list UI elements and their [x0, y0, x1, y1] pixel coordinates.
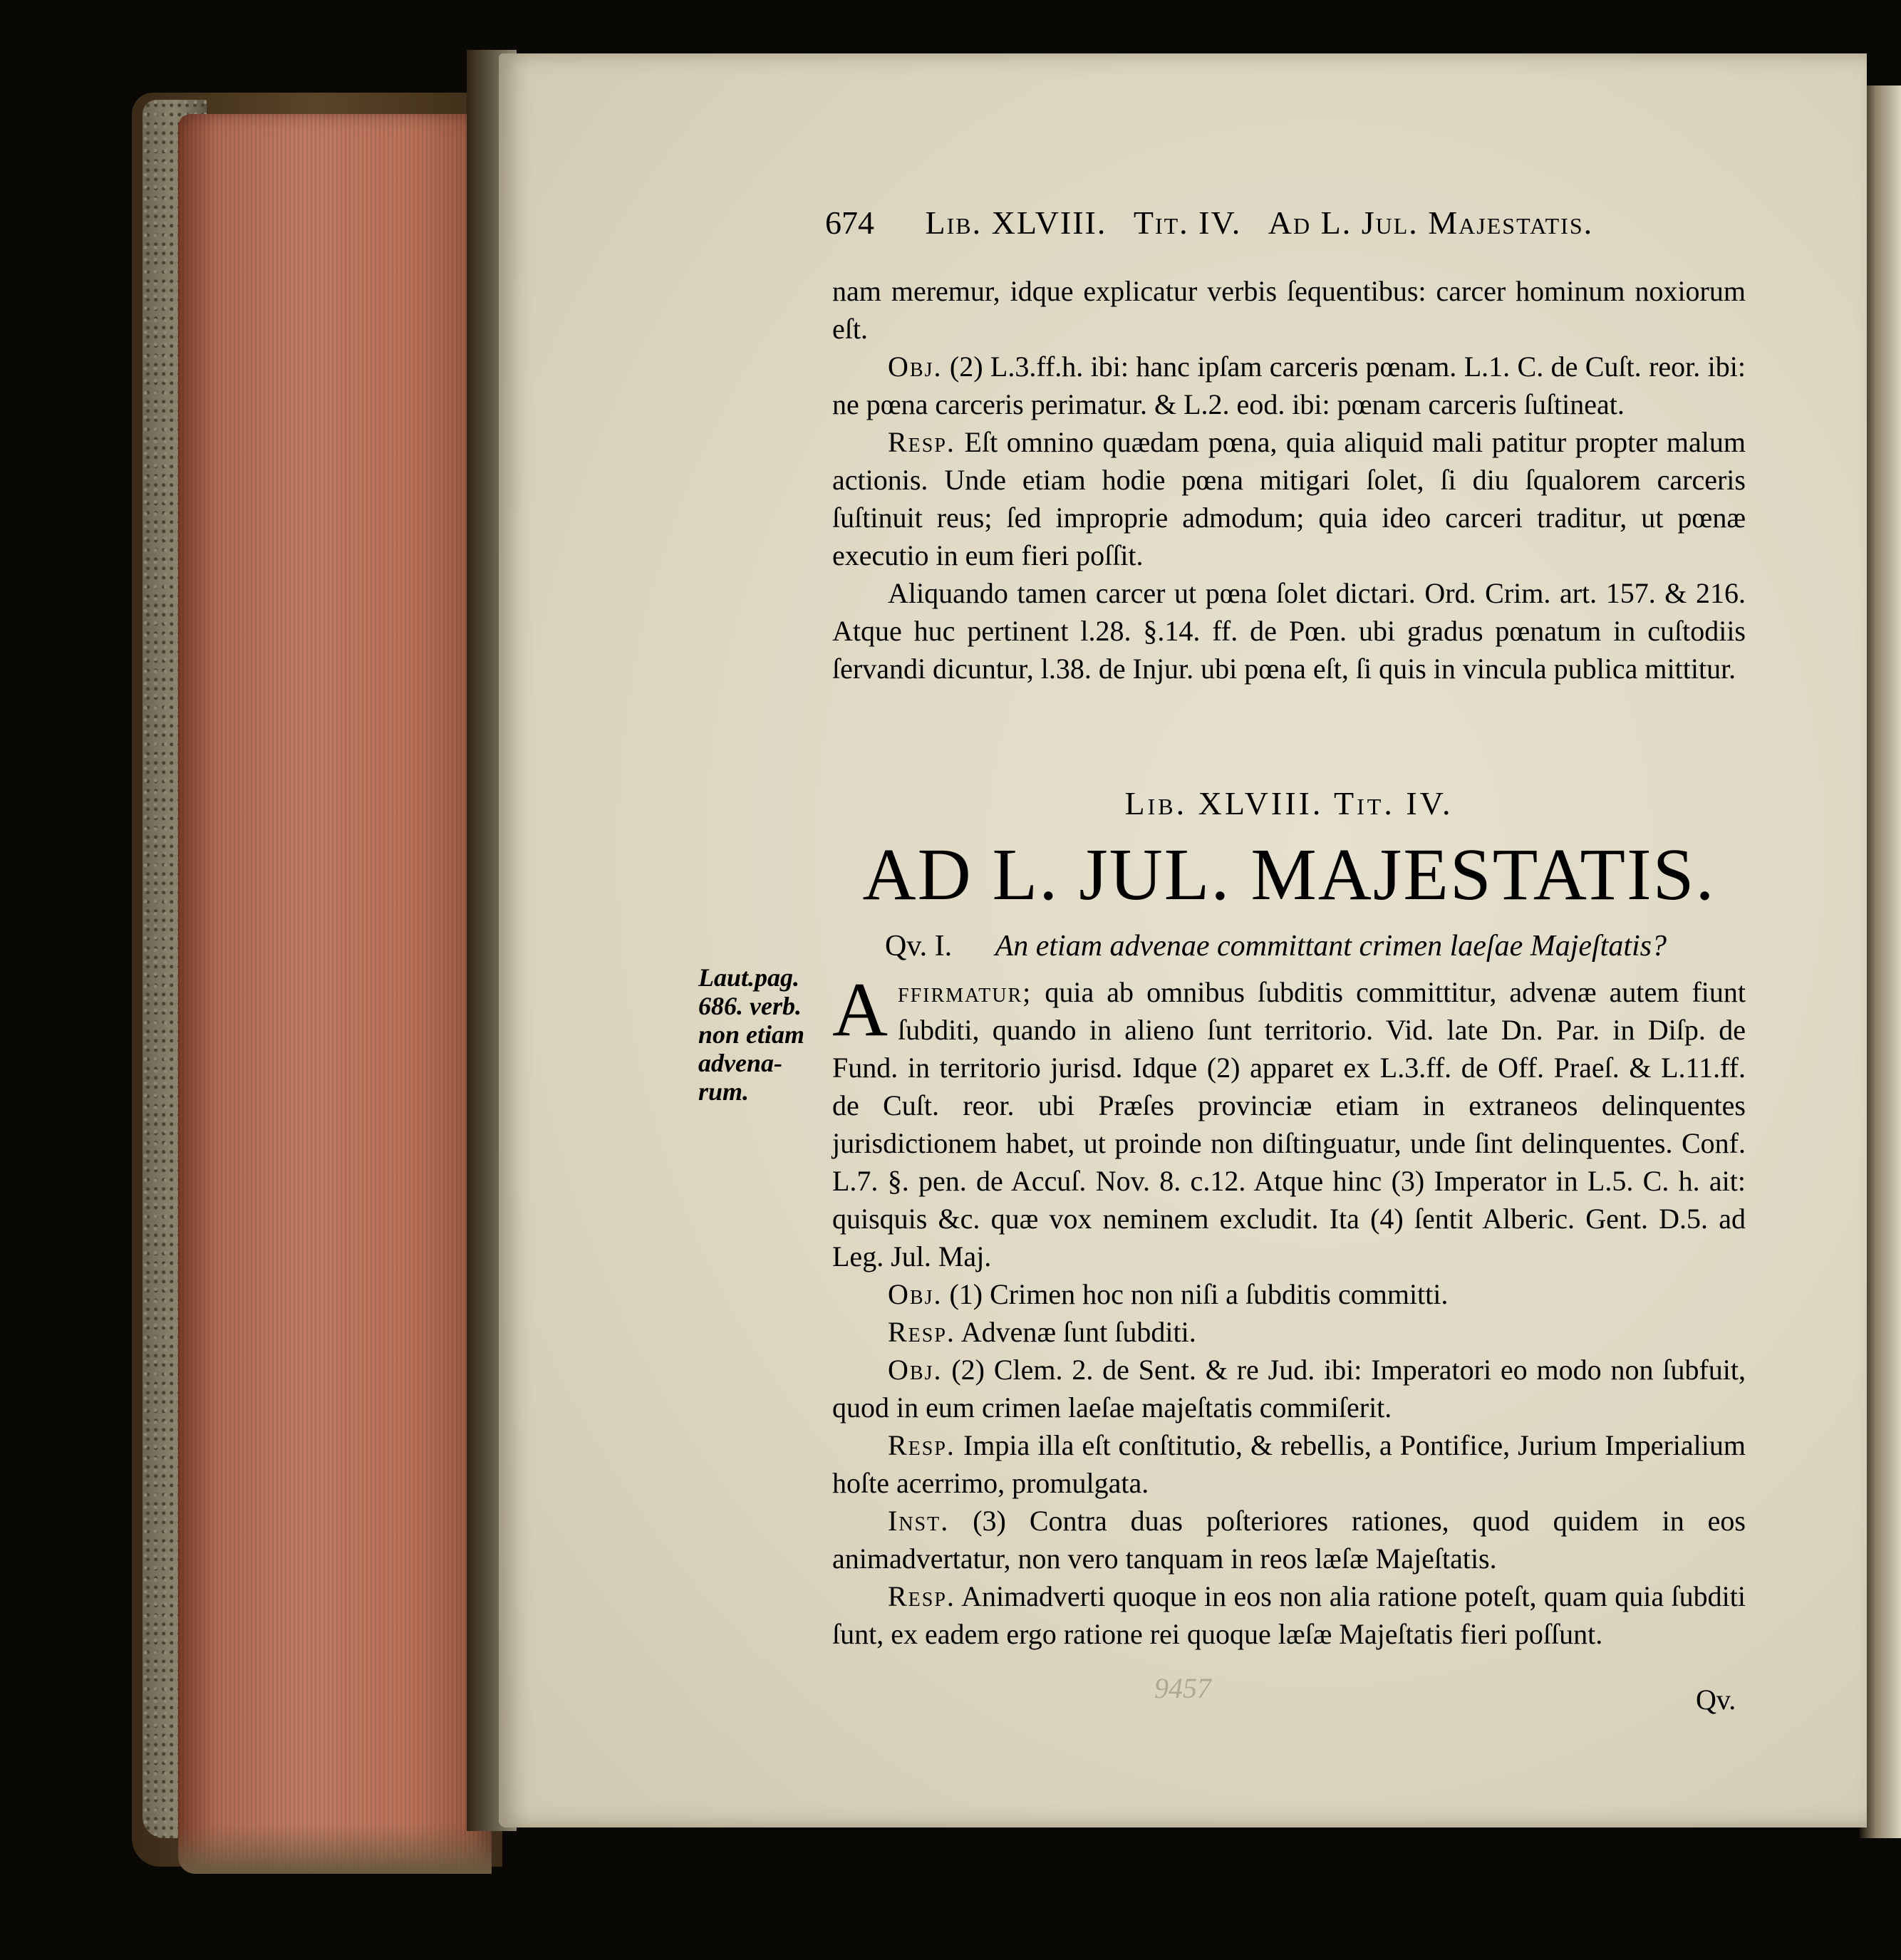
paragraph-label: Obj.: [888, 1278, 943, 1310]
paragraph: [832, 1502, 1746, 1577]
paragraph-text: (3) Contra duas poſteriores rationes, quod quidem in eos animadvertatur, non vero tanquam in reos læſæ Majeſtatis.: [832, 1505, 1746, 1575]
paragraph-text: (1) Crimen hoc non niſi a ſubditis committi.: [949, 1278, 1449, 1310]
running-head-title: Tit. IV.: [1133, 204, 1242, 241]
pencil-mark: 9457: [1154, 1672, 1211, 1704]
paragraph-text: Eſt omnino quædam pœna, quia aliquid mali patitur propter malum actionis. Unde etiam hodie pœna mitigari ſolet, ſi diu ſqualorem carceris ſuſtinuit reus; ſed improprie admodum; quia ideo carceri traditur, ut pœnæ executio in eum fieri poſſit.: [832, 426, 1746, 571]
paragraph-text: quia ab omnibus ſubditis committitur, advenæ autem fiunt ſubditi, quando in alieno ſunt territorio. Vid. late Dn. Par. in Diſp. de Fund. in territorio jurisd. Idque (2) apparet ex L.3.ff. de Off. Praeſ. & L.11.ff. de Cuſt. reor. ubi Præſes provinciæ etiam in extraneos delinquentes jurisdictionem habet, ut proinde non diſtinguatur, unde ſint delinquentes. Conf. L.7. §. pen. de Accuſ. Nov. 8. c.12. Atque hinc (3) Imperator in L.5. C. h. ait: quisquis &c. quæ vox neminem excludit. Ita (4) ſentit Alberic. Gent. D.5. ad Leg. Jul. Maj.: [832, 976, 1746, 1272]
paragraph: nam meremur, idque explicatur verbis ſequentibus: carcer hominum noxiorum eſt.: [832, 275, 1746, 345]
marginal-line: rum.: [698, 1077, 750, 1106]
catchword: Qv.: [1696, 1684, 1736, 1716]
drop-cap: A: [832, 968, 888, 1052]
paragraph-label: Resp.: [888, 1429, 955, 1461]
paragraph: [832, 348, 1746, 423]
marginal-note: [698, 963, 819, 1106]
paragraph-label: Inst.: [888, 1505, 950, 1537]
paragraph: [832, 1351, 1746, 1426]
paragraph: [832, 1313, 1746, 1351]
paragraph-text: Advenæ ſunt ſubditi.: [960, 1316, 1196, 1348]
opening-word: ffirmatur;: [898, 976, 1032, 1008]
paragraph-label: Resp.: [888, 426, 955, 458]
paragraph: [832, 1275, 1746, 1313]
answer-text: [832, 968, 1746, 1653]
paragraph-label: Resp.: [888, 1316, 955, 1348]
page-block-edges: [178, 114, 492, 1874]
question-text: An etiam advenae committant crimen laeſae Majeſtatis?: [995, 930, 1667, 963]
question-number: Qv. I.: [885, 930, 953, 963]
paragraph-label: Resp.: [888, 1580, 955, 1612]
marginal-line: advena-: [698, 1049, 782, 1077]
paragraph: [832, 423, 1746, 574]
marginal-line: 686. verb.: [698, 992, 802, 1020]
chapter-title: AD L. JUL. MAJESTATIS.: [862, 834, 1716, 916]
paragraph: [832, 968, 1746, 1275]
question-heading: [832, 926, 1746, 966]
paragraph-text: Animadverti quoque in eos non alia ratione poteſt, quam quia ſubditi ſunt, ex eadem ergo ratione rei quoque læſæ Majeſtatis fieri poſſunt.: [832, 1580, 1746, 1650]
running-head-subject: Ad L. Jul. Majestatis.: [1268, 204, 1594, 241]
paragraph-text: (2) L.3.ff.h. ibi: hanc ipſam carceris pœnam. L.1. C. de Cuſt. reor. ibi: ne pœna carceris perimatur. & L.2. eod. ibi: pœnam carceris ſuſtineat.: [832, 351, 1746, 420]
running-head: [825, 203, 1644, 243]
paragraph-label: Obj.: [888, 351, 943, 383]
page-number: 674: [825, 204, 874, 241]
paragraph-text: (2) Clem. 2. de Sent. & re Jud. ibi: Imperatori eo modo non ſubfuit, quod in eum crimen laeſae majeſtatis commiſerit.: [832, 1354, 1746, 1424]
paragraph: [832, 1577, 1746, 1653]
section-heading: Lib. XLVIII. Tit. IV.: [1124, 785, 1454, 821]
marginal-line: Laut.pag.: [698, 963, 800, 992]
paragraph: [832, 1426, 1746, 1502]
paragraph: Aliquando tamen carcer ut pœna ſolet dictari. Ord. Crim. art. 157. & 216. Atque huc pertinent l.28. §.14. ff. de Pœn. ubi gradus pœnatum in cuſtodiis ſervandi dicuntur, l.38. de Injur. ubi pœna eſt, ſi quis in vincula publica mittitur.: [832, 577, 1746, 685]
continued-text: [832, 272, 1746, 688]
paragraph-text: Impia illa eſt conſtitutio, & rebellis, a Pontifice, Jurium Imperialium hoſte acerrimo, promulgata.: [832, 1429, 1746, 1499]
marginal-line: non etiam: [698, 1020, 805, 1049]
running-head-book: Lib. XLVIII.: [925, 204, 1107, 241]
paragraph-label: Obj.: [888, 1354, 943, 1386]
